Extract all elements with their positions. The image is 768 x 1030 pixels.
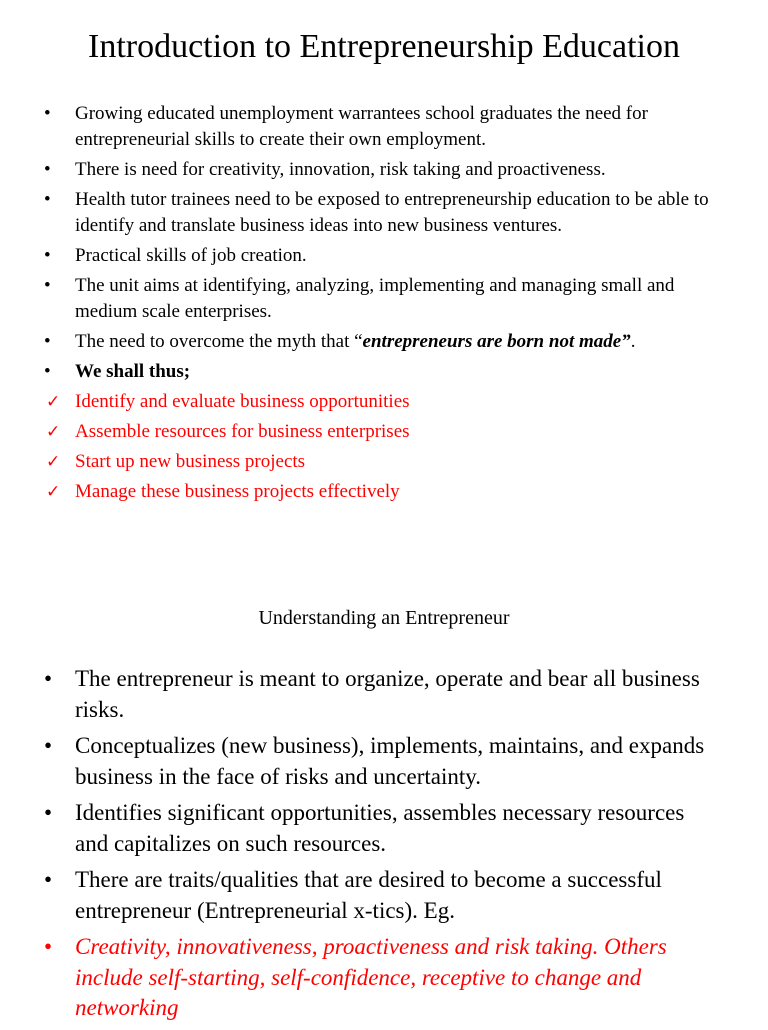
myth-suffix: . (630, 331, 636, 352)
page-title: Introduction to Entrepreneurship Education (88, 28, 680, 65)
list-item (0, 187, 768, 239)
bullet-icon: • (44, 934, 53, 959)
myth-emphasis: entrepreneurs are born not made” (362, 331, 631, 352)
bullet-icon: • (44, 275, 51, 296)
bullet-icon: • (44, 245, 51, 266)
list-item-text: There is need for creativity, innovation, risk taking and proactiveness. (75, 159, 606, 180)
myth-list-item (0, 329, 768, 355)
list-item-text: Practical skills of job creation. (75, 245, 307, 266)
bullet-icon: • (44, 103, 51, 124)
entrepreneur-bullet-list (0, 664, 768, 1030)
intro-bullet-list (0, 101, 768, 509)
list-item (0, 157, 768, 183)
checkmark-icon: ✓ (46, 482, 61, 502)
section-heading: Understanding an Entrepreneur (258, 607, 510, 629)
list-item (0, 731, 768, 792)
objective-text: Identify and evaluate business opportunities (75, 391, 410, 412)
bullet-icon: • (44, 867, 53, 892)
objective-item (0, 389, 768, 415)
objective-text: Start up new business projects (75, 451, 306, 472)
objective-text: Assemble resources for business enterprises (75, 421, 410, 442)
bullet-icon: • (44, 331, 51, 352)
list-item-text: There are traits/qualities that are desired to become a successful entrepreneur (Entrepreneurial x-tics). Eg. (75, 867, 662, 923)
checkmark-icon: ✓ (46, 392, 61, 412)
bullet-icon: • (44, 189, 51, 210)
list-item (0, 243, 768, 269)
myth-prefix: The need to overcome the myth that “ (75, 331, 363, 352)
bullet-icon: • (44, 361, 51, 382)
list-item-text: Growing educated unemployment warrantees school graduates the need for entrepreneurial skills to create their own employment. (75, 103, 648, 150)
list-item (0, 798, 768, 859)
bullet-icon: • (44, 159, 51, 180)
bullet-icon: • (44, 733, 53, 758)
checkmark-icon: ✓ (46, 452, 61, 472)
list-item-text: Conceptualizes (new business), implements, maintains, and expands business in the face of risks and uncertainty. (75, 733, 705, 789)
traits-highlight-item (0, 932, 768, 1024)
objective-item (0, 419, 768, 445)
list-item-text: Identifies significant opportunities, assembles necessary resources and capitalizes on such resources. (75, 800, 685, 856)
checkmark-icon: ✓ (46, 422, 61, 442)
list-item-text: Health tutor trainees need to be exposed to entrepreneurship education to be able to identify and translate business ideas into new business ventures. (75, 189, 709, 236)
list-item (0, 664, 768, 725)
shall-list-item (0, 359, 768, 385)
bullet-icon: • (44, 800, 53, 825)
list-item (0, 273, 768, 325)
list-item-text: The unit aims at identifying, analyzing, implementing and managing small and medium scale enterprises. (75, 275, 675, 322)
list-item-text: The entrepreneur is meant to organize, operate and bear all business risks. (75, 666, 700, 722)
list-item (0, 101, 768, 153)
list-item (0, 865, 768, 926)
objective-item (0, 479, 768, 505)
bullet-icon: • (44, 666, 53, 691)
objective-text: Manage these business projects effectively (75, 481, 400, 502)
shall-label: We shall thus; (75, 361, 191, 382)
traits-highlight-text: Creativity, innovativeness, proactiveness and risk taking. Others include self-starting, self-confidence, receptive to change and networking (75, 934, 667, 1020)
objective-item (0, 449, 768, 475)
